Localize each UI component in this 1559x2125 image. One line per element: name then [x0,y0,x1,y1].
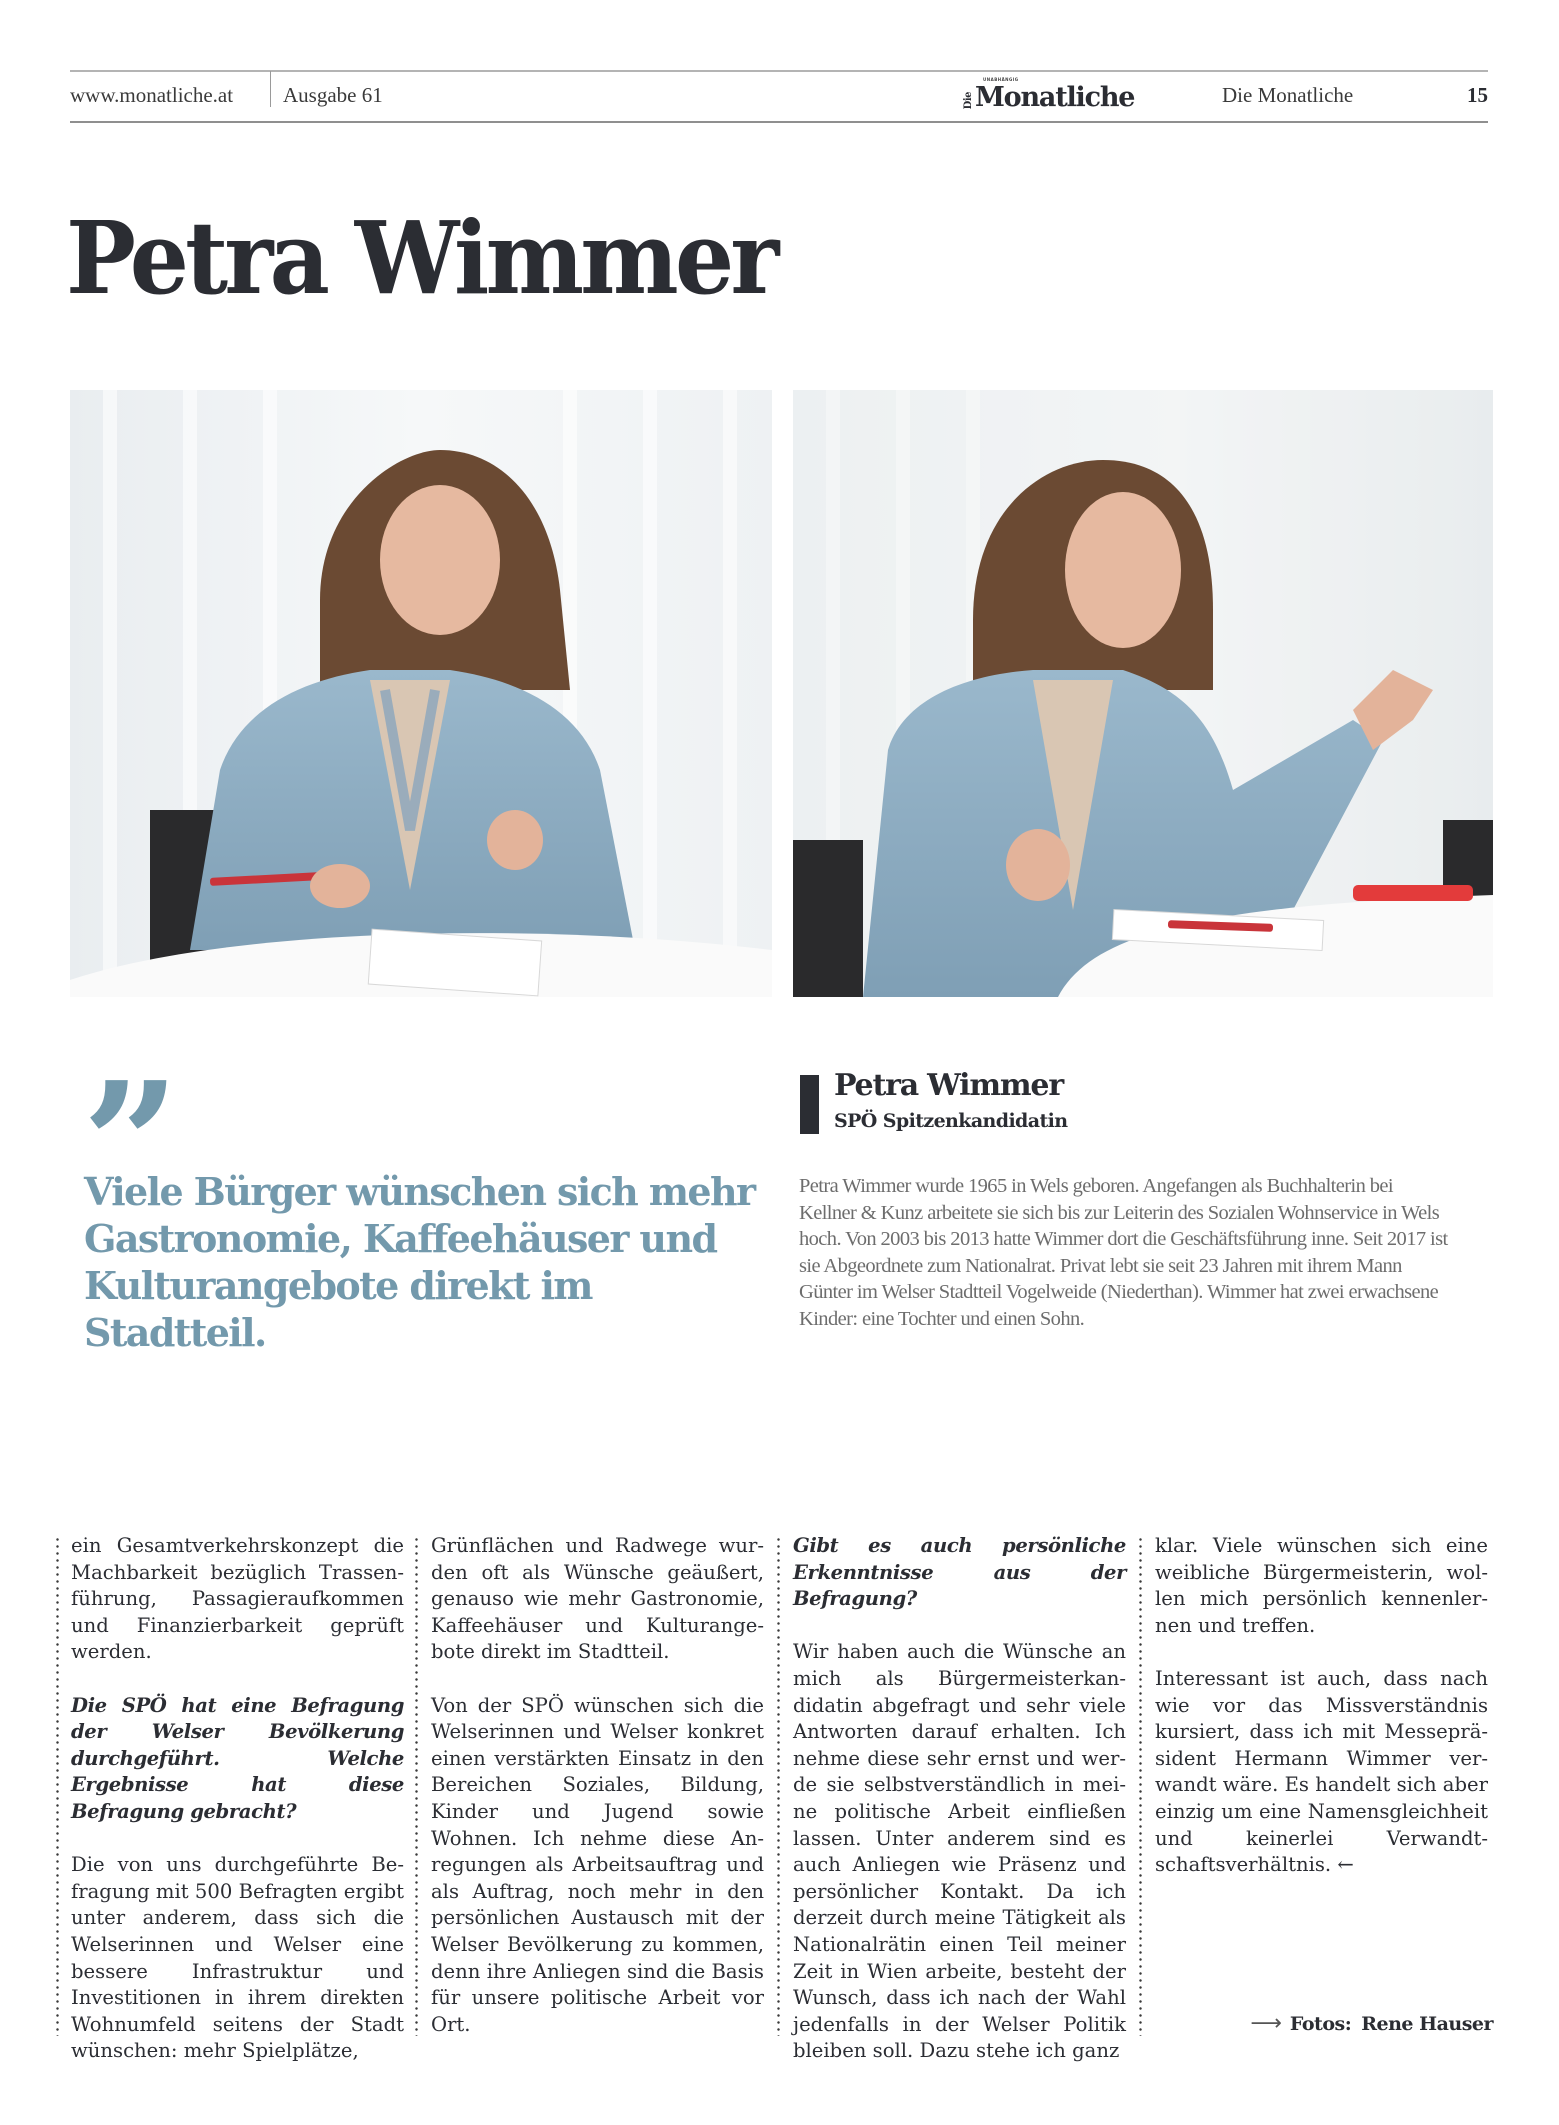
column-separator [415,1536,418,2036]
photo-credit-label: Fotos: [1289,2012,1352,2035]
pull-quote: Viele Bürger wünschen sich mehr Gastronomie, Kaffeehäuser und Kulturangebote direkt im Stadtteil. [84,1169,755,1355]
article-title: Petra Wimmer [66,199,776,317]
publication-logo [963,77,1134,113]
publication-name: Die Monatliche [1222,83,1354,107]
photo-right [793,390,1493,997]
answer-paragraph: Wir haben auch die Wünsche an mich als Bürgermeisterkandidatin abgefragt und sehr viele Antworten darauf erhalten. Ich nehme diese sehr ernst und werde sie selbstverständlich in meine politische Arbeit einfließen lassen. Unter anderem sind es auch Anliegen wie Präsenz und persönlicher Kontakt. Da ich derzeit durch meine Tätigkeit als Nationalrätin einen Teil meiner Zeit in Wien arbeite, besteht der Wunsch, dass ich nach der Wahl jedenfalls in der Welser Politik bleiben soll. Dazu stehe ich ganz [793,1640,1126,2063]
interview-question: Die SPÖ hat eine Befragung der Welser Bevölkerung durchgeführt. Welche Ergebnisse hat diese Befragung gebracht? [71,1693,404,1823]
interview-question: Gibt es auch persönliche Erkenntnisse aus der Befragung? [793,1534,1126,1611]
answer-paragraph: Die von uns durchgeführte Befragung mit 500 Befragten ergibt unter anderem, dass sich die Welserinnen und Welser eine bessere Infrastruktur und Investitionen in ihrem direkten Wohnumfeld seitens der Stadt wünschen: mehr Spielplätze, [71,1853,404,2063]
site-url[interactable]: www.monatliche.at [70,83,234,107]
answer-paragraph: Interessant ist auch, dass nach wie vor das Missverständnis kursiert, dass ich mit Messepräsident Hermann Wimmer verwandt wäre. Es handelt sich aber einzig um eine Namensgleichheit und keinerlei Verwandtschaftsverhältnis. ← [1155,1666,1488,1877]
logo-tagline: UNABHÄNGIG [983,77,1019,82]
page-header [70,71,1488,121]
photo-credit [1250,2011,1493,2036]
bio-role: SPÖ Spitzenkandidatin [834,1110,1068,1132]
article-column-1 [71,1533,404,2063]
answer-paragraph: Von der SPÖ wünschen sich die Welserinnen und Welser konkret einen verstärkten Einsatz in den Bereichen Soziales, Bildung, Kinder und Jugend sowie Wohnen. Ich nehme diese Anregungen als Arbeitsauftrag und als Auftrag, noch mehr in den persönlichen Austausch mit der Welser Bevölkerung zu kommen, denn ihre Anliegen sind die Basis für unsere politische Arbeit vor Ort. [431,1693,764,2036]
logo-prefix: Die [963,91,974,109]
answer-paragraph: Grünflächen und Radwege wurden oft als Wünsche geäußert, genauso wie mehr Gastronomie, Kaffeehäuser und Kulturangebote direkt im Stadtteil. [431,1534,764,1664]
bio-text: Petra Wimmer wurde 1965 in Wels geboren. Angefangen als Buchhalterin bei Kellner & Kunz arbeitete sie sich bis zur Leiterin des Sozialen Wohnservice in Wels hoch. Von 2003 bis 2013 hatte Wimmer dort die Geschäftsführung inne. Seit 2017 ist sie Abgeordnete zum Nationalrat. Privat lebt sie seit 23 Jahren mit ihrem Mann Günter im Welser Stadtteil Vogelweide (Niederthan). Wimmer hat zwei erwachsene Kinder: eine Tochter und einen Sohn. [799,1175,1448,1330]
header-rule-bottom [70,121,1488,123]
quote-mark-icon: ” [82,1045,162,1245]
answer-paragraph: klar. Viele wünschen sich eine weibliche Bürgermeisterin, wollen mich persönlich kennenlernen und treffen. [1155,1534,1488,1637]
column-separator [1139,1536,1142,2036]
photographer-name: Rene Hauser [1361,2012,1493,2035]
portrait-image-gesturing [793,390,1493,997]
logo-name: Monatliche [975,82,1135,113]
article-column-2 [431,1533,764,2043]
article-column-3 [793,1533,1126,2063]
bio-name: Petra Wimmer [834,1068,1063,1103]
photo-left [70,390,772,997]
header-divider [270,71,271,107]
answer-paragraph: ein Gesamtverkehrskonzept die Machbarkeit bezüglich Trassenführung, Passagieraufkommen und Finanzierbarkeit geprüft werden. [71,1534,404,1664]
article-column-4 [1155,1533,1488,2043]
column-separator [56,1536,59,2036]
issue-number: Ausgabe 61 [283,83,383,107]
column-separator [777,1536,780,2036]
arrow-right-icon: ⟶ [1250,2011,1280,2036]
portrait-image-seated [70,390,772,997]
page-number: 15 [1467,83,1488,107]
bio-accent-bar [800,1075,819,1134]
